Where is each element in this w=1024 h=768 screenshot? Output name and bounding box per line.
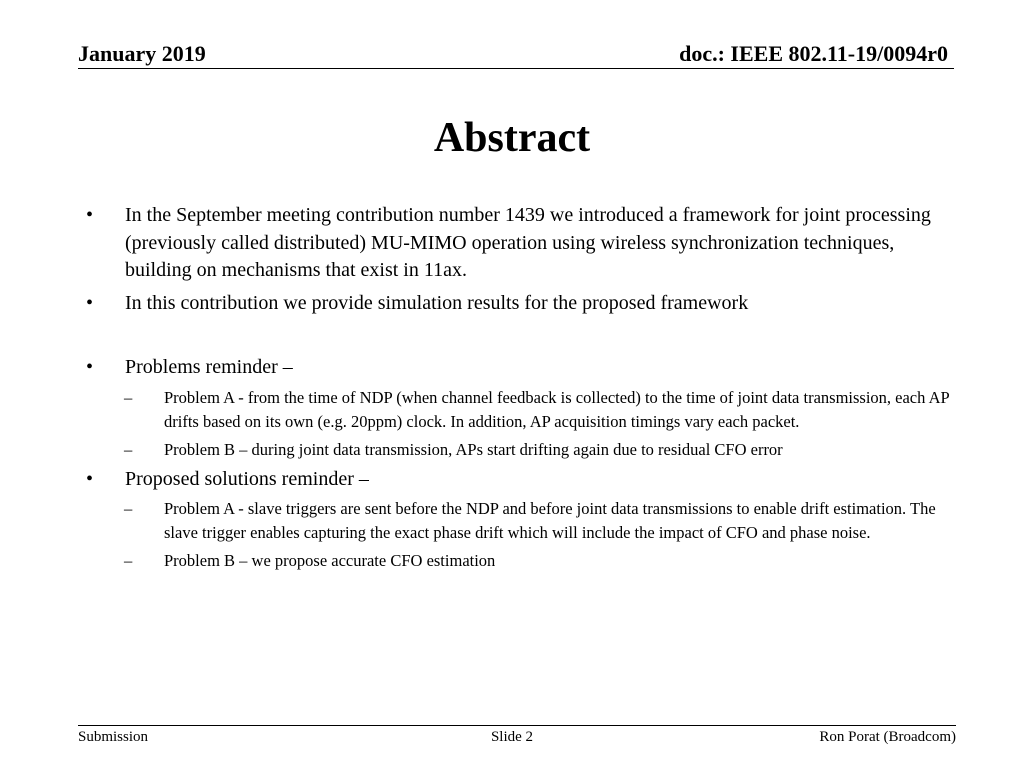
sub-bullet-marker: – xyxy=(124,499,133,518)
sub-bullet-marker: – xyxy=(124,551,133,570)
bullet-item xyxy=(80,466,955,494)
slide-body xyxy=(80,202,955,573)
sub-bullet-item xyxy=(80,438,955,462)
sub-bullet-marker: – xyxy=(124,439,133,459)
bullet-text: In this contribution we provide simulation results for the proposed framework xyxy=(125,291,749,314)
sub-bullet-text: Problem B – during joint data transmission, APs start drifting again due to residual CFO error xyxy=(164,439,783,459)
bullet-marker: • xyxy=(86,356,94,378)
bullet-marker: • xyxy=(86,291,94,314)
bullet-item xyxy=(80,290,955,318)
bullet-text: Problems reminder – xyxy=(125,356,293,378)
bullet-text: In the September meeting contribution number 1439 we introduced a framework for joint processing (previously called distributed) MU-MIMO operation using wireless synchronization techniques, building on mechanisms that exist in 11ax. xyxy=(125,204,931,281)
bullet-item xyxy=(80,354,955,382)
sub-bullet-marker: – xyxy=(124,387,133,407)
bullet-marker: • xyxy=(86,467,94,490)
sub-bullet-text: Problem A - from the time of NDP (when channel feedback is collected) to the time of joint data transmission, each AP drifts based on its own (e.g. 20ppm) clock. In addition, AP acquisition timings vary each packet. xyxy=(164,387,950,431)
sub-bullet-item xyxy=(80,549,955,573)
bullet-marker: • xyxy=(86,204,94,226)
bullet-text: Proposed solutions reminder – xyxy=(125,467,369,490)
footer-author: Ron Porat (Broadcom) xyxy=(819,729,956,745)
header-date: January 2019 xyxy=(78,41,206,66)
sub-bullet-text: Problem B – we propose accurate CFO estimation xyxy=(164,551,496,570)
footer-slide-number: Slide 2 xyxy=(490,729,534,745)
sub-bullet-item xyxy=(80,497,955,545)
footer-divider xyxy=(78,725,956,726)
slide-title: Abstract xyxy=(433,115,591,161)
footer-submission: Submission xyxy=(78,729,149,745)
header-divider xyxy=(78,68,954,69)
header-doc-id: doc.: IEEE 802.11-19/0094r0 xyxy=(679,41,948,66)
sub-bullet-item xyxy=(80,386,955,434)
sub-bullet-text: Problem A - slave triggers are sent before the NDP and before joint data transmissions to enable drift estimation. The slave trigger enables capturing the exact phase drift which will include the impact of CFO and phase noise. xyxy=(164,499,936,542)
bullet-item xyxy=(80,202,955,285)
